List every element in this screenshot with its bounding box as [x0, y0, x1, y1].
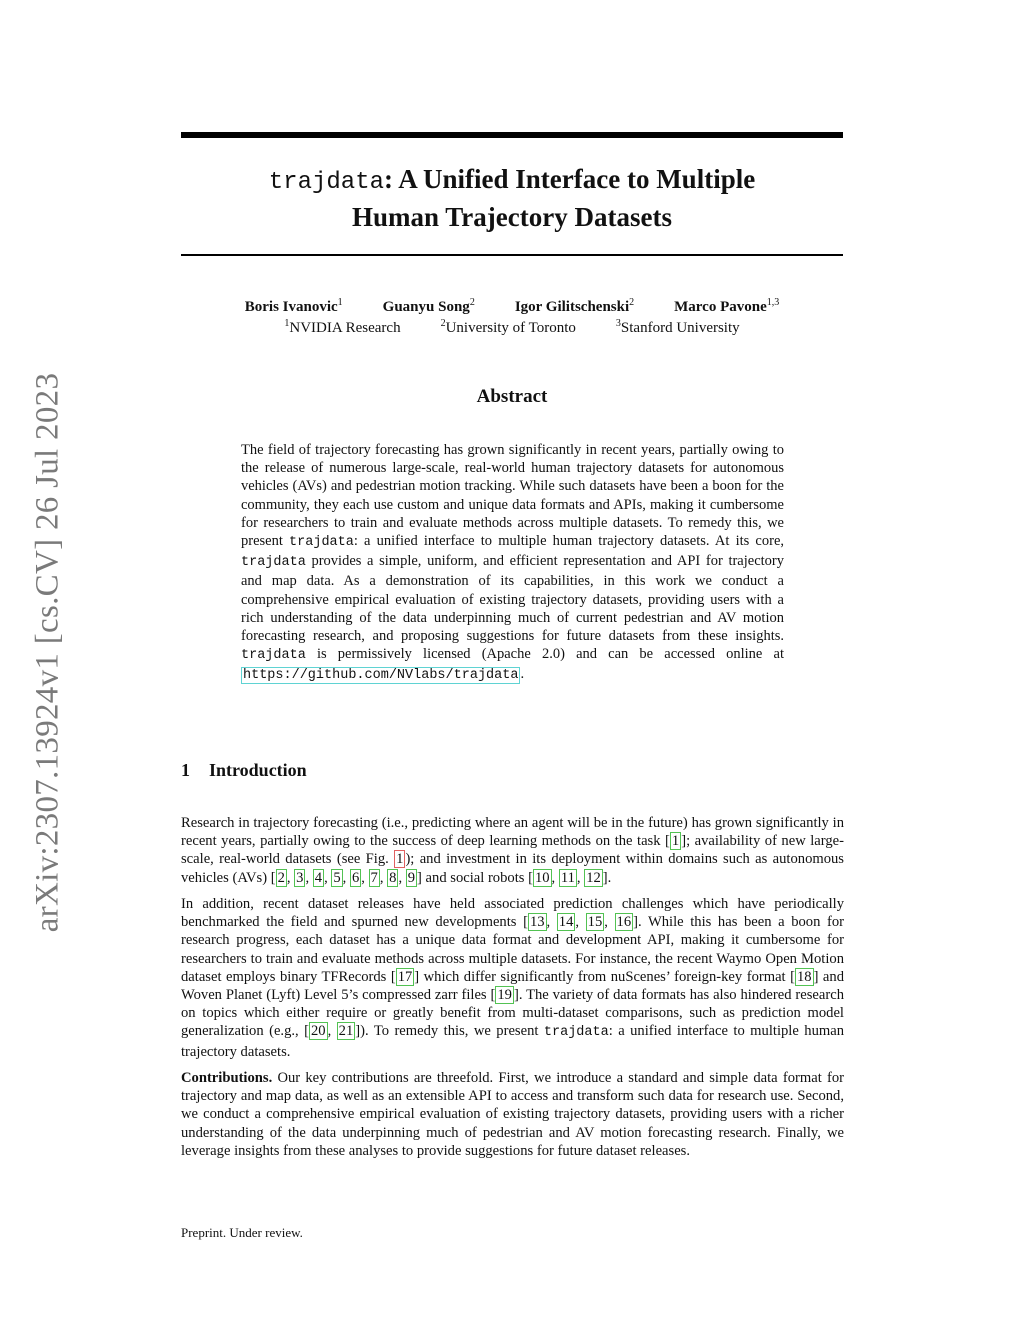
arxiv-identifier-text: arXiv:2307.13924v1 [cs.CV] 26 Jul 2023	[29, 372, 66, 933]
citation-link[interactable]: 18	[796, 968, 812, 985]
figure-ref-link[interactable]: 1	[396, 851, 404, 868]
abstract-heading: Abstract	[476, 386, 548, 407]
citation-link[interactable]: 13	[529, 914, 545, 931]
intro-paragraph-1: Research in trajectory forecasting (i.e., predicting where an agent will be in the future) has grown significantly in recent years, partially owing to the success of deep learning methods on the task [ 1 ]; availability of new large-scale, real-world datasets (see Fig. 1 ); and investment in its deployment within domains such as autonomous vehicles (AVs) [ 2 , 3 , 4 , 5 , 6 , 7 , 8 , 9 ] and social robots [ 10 , 11 , 12 ].	[181, 815, 844, 886]
affiliation: $^2$University of Toronto	[440, 318, 576, 336]
paragraph-lead: Contributions.	[181, 1070, 273, 1086]
affiliation: $^3$Stanford University	[615, 318, 740, 336]
citation-link[interactable]: 14	[558, 914, 574, 931]
citation-link[interactable]: 1	[671, 833, 680, 850]
author-list	[181, 299, 843, 316]
author: Boris Ivanovic$^1$	[244, 297, 343, 315]
title-code-name: trajdata	[268, 169, 384, 196]
citation-link[interactable]: 4	[314, 869, 323, 886]
title-bottom-rule	[181, 254, 843, 256]
contributions-paragraph: Contributions. Our key contributions are threefold. First, we introduce a standard and simple data format for trajectory and map data, as well as an extensible API to access and transform such data for research use. Second, we conduct a comprehensive empirical evaluation of existing trajectory datasets, providing users with a richer understanding of the data underpinning much of pedestrian and AV motion forecasting research. Finally, we leverage insights from these analyses to provide suggestions for future dataset releases.	[181, 1070, 844, 1159]
section-heading-introduction	[181, 760, 307, 781]
citation-link[interactable]: 21	[338, 1023, 354, 1040]
author: Guanyu Song$^2$	[382, 297, 475, 315]
inline-code: trajdata	[543, 1025, 609, 1041]
citation-link[interactable]: 9	[407, 869, 416, 886]
inline-code: trajdata	[289, 535, 354, 551]
citation-link[interactable]: 19	[497, 987, 512, 1004]
section-number: 1	[181, 760, 190, 780]
citation-link[interactable]: 6	[351, 869, 360, 886]
citation-link[interactable]: 17	[397, 968, 413, 985]
inline-code: trajdata	[241, 555, 306, 571]
author: Igor Gilitschenski$^2$	[514, 297, 635, 315]
citation-link[interactable]: 2	[277, 869, 285, 886]
citation-link[interactable]: 7	[370, 869, 378, 886]
citation-link[interactable]: 8	[389, 869, 397, 886]
paper-title	[181, 162, 843, 235]
preprint-footer: Preprint. Under review.	[181, 1225, 303, 1240]
citation-link[interactable]: 12	[586, 869, 601, 886]
intro-paragraph-2: In addition, recent dataset releases have held associated prediction challenges which have periodically benchmarked the field and spurned new developments [ 13 , 14 , 15 , 16 ]. While this has been a boon for research progress, each dataset has a unique data format and development API, making it cumbersome for researchers to train and evaluate methods across multiple datasets. For instance, the recent Waymo Open Motion dataset employs binary TFRecords [ 17 ] which differ significantly from nuScenes’ foreign-key format [ 18 ] and Woven Planet (Lyft) Level 5’s compressed zarr files [ 19 ]. The variety of data formats has also hindered research on topics which either require or greatly benefit from multi-dataset comparisons, such as prediction model generalization (e.g., [ 20 , 21 ]). To remedy this, we present trajdata: a unified interface to multiple human trajectory datasets.	[181, 896, 845, 1060]
citation-link[interactable]: 5	[333, 869, 341, 886]
abstract-body: The field of trajectory forecasting has grown significantly in recent years, partially owing to the release of numerous large-scale, real-world human trajectory datasets for autonomous vehicles (AVs) and pedestrian motion tracking. While such datasets have been a boon for the community, they each use custom and unique data formats and APIs, making it cumbersome for researchers to train and evaluate methods across multiple datasets. To remedy this, we present trajdata: a unified interface to multiple human trajectory datasets. At its core, trajdata provides a simple, uniform, and efficient representation and API for trajectory and map data. As a demonstration of its capabilities, in this work we conduct a comprehensive empirical evaluation of existing trajectory datasets, providing users with a rich understanding of the data underpinning much of current pedestrian and AV motion forecasting research, and proposing suggestions for future datasets from these insights. trajdata is permissively licensed (Apache 2.0) and can be accessed online at https://github.com/NVlabs/trajdata .	[241, 442, 785, 684]
section-title: Introduction	[209, 760, 307, 780]
arxiv-identifier-stamp	[8, 365, 88, 940]
citation-link[interactable]: 16	[616, 914, 632, 931]
citation-link[interactable]: 3	[296, 869, 304, 886]
title-line1-rest: : A Unified Interface to Multiple	[384, 164, 756, 194]
citation-link[interactable]: 11	[560, 869, 575, 886]
affiliation: $^1$NVIDIA Research	[284, 318, 401, 336]
affiliation-list	[181, 320, 843, 337]
citation-link[interactable]: 15	[587, 914, 603, 931]
citation-link[interactable]: 20	[310, 1023, 326, 1040]
inline-code: trajdata	[241, 648, 306, 664]
github-url-link[interactable]: https://github.com/NVlabs/trajdata	[243, 668, 519, 684]
citation-link[interactable]: 10	[534, 869, 550, 886]
title-line2: Human Trajectory Datasets	[352, 202, 672, 232]
author: Marco Pavone$^{1,3}$	[674, 297, 780, 315]
title-top-rule	[181, 132, 843, 138]
